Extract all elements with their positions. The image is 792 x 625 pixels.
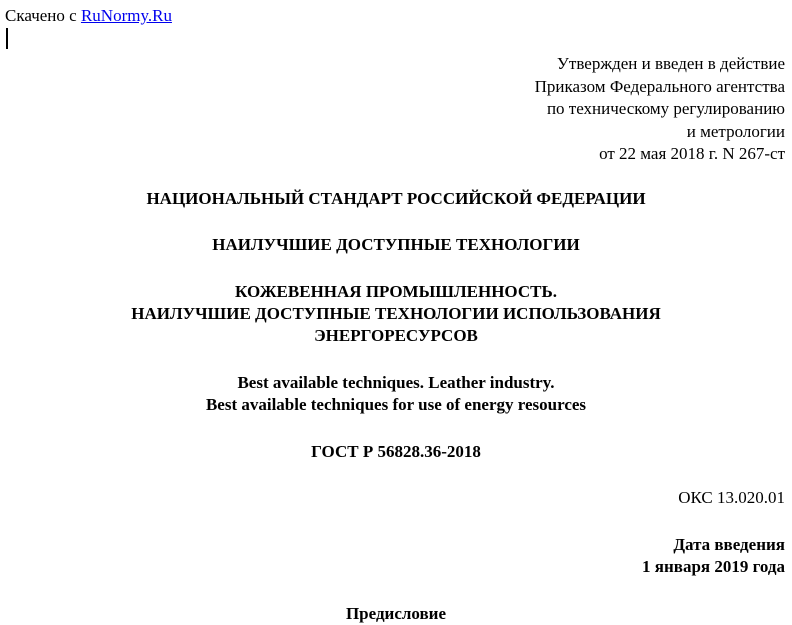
russian-title (0, 281, 792, 347)
approval-line: Утвержден и введен в действие (556, 54, 785, 73)
foreword-heading: Предисловие (345, 604, 447, 623)
approval-line: по техническому регулированию (546, 99, 785, 118)
approval-line: Приказом Федерального агентства (534, 76, 785, 96)
russian-title-line: НАИЛУЧШИЕ ДОСТУПНЫЕ ТЕХНОЛОГИИ ИСПОЛЬЗОВАНИЯ (131, 304, 661, 323)
gost-number: ГОСТ Р 56828.36-2018 (311, 442, 481, 461)
approval-block (535, 53, 785, 166)
english-title (0, 372, 792, 416)
russian-title-line: ЭНЕРГОРЕСУРСОВ (314, 326, 478, 345)
russian-title-line: КОЖЕВЕННАЯ ПРОМЫШЛЕННОСТЬ. (235, 282, 557, 301)
standard-type-heading: НАЦИОНАЛЬНЫЙ СТАНДАРТ РОССИЙСКОЙ ФЕДЕРАЦИИ (146, 189, 646, 208)
english-title-line: Best available techniques. Leather industry. (237, 373, 555, 392)
source-line (5, 6, 172, 26)
source-prefix: Скачено с (5, 6, 81, 25)
oks-code: ОКС 13.020.01 (678, 488, 785, 507)
approval-line: от 22 мая 2018 г. N 267-ст (599, 144, 785, 163)
approval-line: и метрологии (686, 121, 785, 141)
source-link[interactable]: RuNormy.Ru (80, 6, 172, 25)
effective-date-block (642, 534, 785, 578)
effective-date-value: 1 января 2019 года (642, 557, 785, 576)
english-title-line: Best available techniques for use of energy resources (205, 395, 587, 414)
effective-date-label: Дата введения (673, 535, 785, 554)
text-cursor (6, 28, 8, 49)
series-title-heading: НАИЛУЧШИЕ ДОСТУПНЫЕ ТЕХНОЛОГИИ (212, 235, 580, 254)
